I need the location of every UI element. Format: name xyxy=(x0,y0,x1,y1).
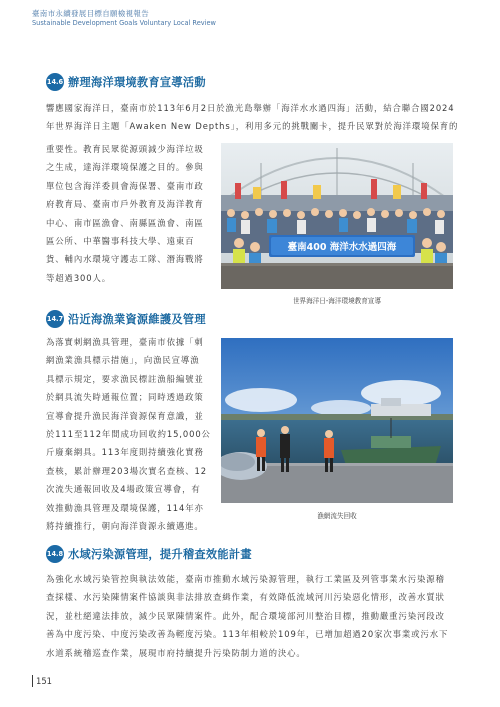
photo-caption: 世界海洋日-海洋環境教育宣導 xyxy=(292,297,382,305)
paragraph-line: 年世界海洋日主題「Awaken New Depths」，利用多元的挑戰關卡，提升民眾對於海洋環境保育的 xyxy=(46,121,459,132)
section-number-badge: 14.7 xyxy=(46,310,64,328)
paragraph-line: 善為中度污染、中度污染改善為輕度污染。113年相較於109年，已增加超過20家次事業或污水下 xyxy=(46,629,449,640)
paragraph-line: 水道系統稽巡查作業，展現市府持續提升污染防制力道的決心。 xyxy=(46,647,306,658)
page-number xyxy=(32,675,52,687)
net-recovery-photo xyxy=(221,338,453,503)
page-number-text: 151 xyxy=(36,676,52,686)
paragraph-line: 況，並杜絕違法排放，減少民眾陳情案件。此外，配合環境部河川整治目標，推動嚴重污染河段改 xyxy=(46,610,445,621)
paragraph-line: 中心、南市區漁會、南縣區漁會、南區 xyxy=(46,217,204,228)
ocean-day-event-photo xyxy=(221,143,453,289)
paragraph-line: 次流失通報回收及4場政策宣導會，有 xyxy=(46,484,201,495)
paragraph-line: 為強化水域污染管控與執法效能，臺南市推動水域污染源管理，執行工業區及列管事業水污染源稽 xyxy=(46,574,445,584)
section-number-badge: 14.6 xyxy=(46,73,64,91)
paragraph-line: 區公所、中華醫事科技大學、遠東百 xyxy=(46,236,195,247)
section-14-6-body xyxy=(46,140,204,287)
section-title: 辦理海洋環境教育宣導活動 xyxy=(68,76,206,89)
paragraph-line: 重要性。教育民眾從源頭減少海洋垃圾 xyxy=(46,144,204,154)
paragraph-line: 等超過300人。 xyxy=(46,272,112,283)
paragraph-line: 宣導會提升漁民海洋資源保育意識，並 xyxy=(46,410,204,421)
paragraph-line: 於111至112年間成功回收約15,000公 xyxy=(46,429,211,440)
paragraph-line: 響應國家海洋日，臺南市於113年6月2日於漁光島舉辦「海洋水水過四海」活動，結合聯合國2024 xyxy=(46,103,455,113)
section-14-6-intro xyxy=(46,99,458,136)
paragraph-line: 查核，累計辦理203場次實名查核、12 xyxy=(46,465,207,476)
paragraph-line: 效推動漁具管理及環境保護，114年亦 xyxy=(46,502,204,513)
paragraph-line: 單位包含海洋委員會海保署、臺南市政 xyxy=(46,180,204,191)
section-14-7-body xyxy=(46,333,211,535)
photo-caption: 漁網流失回收 xyxy=(317,512,357,520)
section-14-8-heading xyxy=(46,545,252,563)
section-14-8-body xyxy=(46,570,448,662)
report-title-en: Sustainable Development Goals Voluntary Local Review xyxy=(32,19,216,27)
page-number-divider xyxy=(32,675,33,687)
paragraph-line: 網漁業漁具標示措施」，向漁民宣導漁 xyxy=(46,355,200,366)
paragraph-line: 查採樣、水污染陳情案件協談與非法排放查緝作業，有效降低流域河川污染惡化情形，改善水質狀 xyxy=(46,592,445,603)
paragraph-line: 貨、輔內水環境守護志工隊、潛海戰將 xyxy=(46,254,204,265)
paragraph-line: 為落實刺網漁具管理，臺南市依據「刺 xyxy=(46,337,204,347)
section-title: 水域污染源管理，提升稽查效能計畫 xyxy=(68,548,252,561)
event-banner-text: 臺南400 海洋水水過四海 xyxy=(287,242,397,253)
paragraph-line: 於網具流失時通報位置；同時透過政策 xyxy=(46,392,204,403)
report-title-zh: 臺南市永續發展目標自願檢視報告 xyxy=(32,9,149,18)
paragraph-line: 府教育局、臺南市戶外教育及海洋教育 xyxy=(46,199,204,210)
paragraph-line: 斤廢棄網具。113年度則持續強化實務 xyxy=(46,447,204,458)
paragraph-line: 將持續推行，朝向海洋資源永續邁進。 xyxy=(46,521,204,532)
section-14-7-heading xyxy=(46,310,206,328)
section-14-6-heading xyxy=(46,73,206,91)
report-header xyxy=(32,9,216,28)
section-number-badge: 14.8 xyxy=(46,545,64,563)
paragraph-line: 具標示規定，要求漁民標註漁船編號並 xyxy=(46,373,204,384)
paragraph-line: 之生成，達海洋環境保護之目的。參與 xyxy=(46,162,204,173)
section-title: 沿近海漁業資源維護及管理 xyxy=(68,313,206,326)
